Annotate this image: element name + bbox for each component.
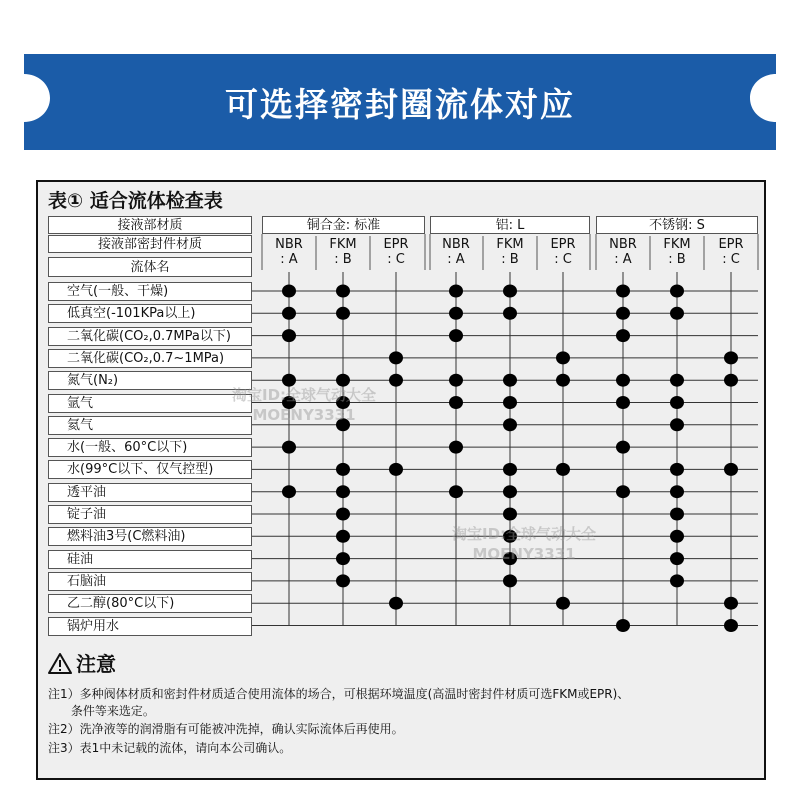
- fluid-row-label: 乙二醇(80°C以下): [48, 594, 252, 613]
- seal-material-code: : C: [387, 252, 405, 267]
- compatible-mark: [389, 463, 403, 476]
- compatible-mark: [724, 351, 738, 364]
- compatible-mark: [670, 374, 684, 387]
- compatible-mark: [616, 374, 630, 387]
- material-group-header: 铝: L: [430, 216, 590, 234]
- fluid-row-label: 二氧化碳(CO₂,0.7MPa以下): [48, 327, 252, 346]
- compatible-mark: [670, 285, 684, 298]
- compatible-mark: [449, 285, 463, 298]
- compatible-mark: [336, 485, 350, 498]
- compatible-mark: [724, 463, 738, 476]
- seal-material-label: 接液部密封件材质: [48, 235, 252, 253]
- compatible-mark: [449, 329, 463, 342]
- fluid-row-label: 硅油: [48, 550, 252, 569]
- compatible-mark: [282, 285, 296, 298]
- compatible-mark: [336, 307, 350, 320]
- fluid-row-label: 锅炉用水: [48, 617, 252, 636]
- compatible-mark: [336, 574, 350, 587]
- header-bracket: [262, 234, 425, 270]
- compatible-mark: [503, 485, 517, 498]
- compatible-mark: [282, 441, 296, 454]
- compatible-mark: [449, 485, 463, 498]
- compatible-mark: [670, 530, 684, 543]
- compatible-mark: [503, 374, 517, 387]
- compatible-mark: [670, 508, 684, 521]
- seal-material-name: FKM: [663, 237, 691, 252]
- watermark-line2: MOENY3331: [252, 406, 356, 424]
- compatible-mark: [389, 374, 403, 387]
- fluid-name-label: 流体名: [48, 257, 252, 277]
- seal-material-code: : B: [334, 252, 352, 267]
- fluid-row-label: 低真空(-101KPa以上): [48, 304, 252, 323]
- compatible-mark: [616, 485, 630, 498]
- caution-heading-text: 注意: [76, 652, 116, 676]
- compatible-mark: [449, 441, 463, 454]
- seal-material-code: : A: [614, 252, 632, 267]
- compatible-mark: [503, 463, 517, 476]
- seal-material-code: : A: [447, 252, 465, 267]
- compatible-mark: [389, 597, 403, 610]
- compatible-mark: [724, 597, 738, 610]
- seal-material-code: : B: [668, 252, 686, 267]
- compatible-mark: [336, 508, 350, 521]
- compatible-mark: [670, 307, 684, 320]
- seal-material-name: EPR: [718, 237, 744, 252]
- compatible-mark: [670, 396, 684, 409]
- compatible-mark: [616, 285, 630, 298]
- fluid-row-label: 锭子油: [48, 505, 252, 524]
- caution-heading: [48, 648, 116, 677]
- seal-material-code: : A: [280, 252, 298, 267]
- seal-material-name: EPR: [383, 237, 409, 252]
- fluid-row-label: 水(99°C以下、仅气控型): [48, 460, 252, 479]
- compatible-mark: [670, 552, 684, 565]
- compatible-mark: [556, 374, 570, 387]
- compatible-mark: [616, 441, 630, 454]
- compatible-mark: [556, 597, 570, 610]
- compatible-mark: [724, 374, 738, 387]
- compatible-mark: [724, 619, 738, 632]
- fluid-row-label: 燃料油3号(C燃料油): [48, 527, 252, 546]
- note-1-cont: 条件等来选定。: [48, 704, 155, 718]
- material-group-header: 不锈钢: S: [596, 216, 758, 234]
- seal-material-name: FKM: [496, 237, 524, 252]
- note-1: 注1）多种阀体材质和密封件材质适合使用流体的场合，可根据环境温度(高温时密封件材质可选FKM或EPR)、: [48, 687, 630, 701]
- note-2: 注2）洗净液等的润滑脂有可能被冲洗掉，确认实际流体后再使用。: [48, 722, 404, 736]
- compatible-mark: [616, 329, 630, 342]
- material-group-header: 铜合金: 标准: [262, 216, 425, 234]
- watermark-line1: 淘宝ID:全球气动大全: [452, 525, 597, 543]
- fluid-row-label: 透平油: [48, 483, 252, 502]
- fluid-row-label: 空气(一般、干燥): [48, 282, 252, 301]
- compatible-mark: [336, 463, 350, 476]
- compatible-mark: [449, 396, 463, 409]
- compatible-mark: [616, 307, 630, 320]
- compatible-mark: [670, 463, 684, 476]
- compatible-mark: [670, 418, 684, 431]
- fluid-row-label: 氦气: [48, 416, 252, 435]
- compatible-mark: [503, 396, 517, 409]
- note-3: 注3）表1中未记载的流体，请向本公司确认。: [48, 741, 292, 755]
- compatible-mark: [670, 574, 684, 587]
- fluid-row-label: 氮气(N₂): [48, 371, 252, 390]
- compatible-mark: [616, 396, 630, 409]
- seal-material-code: : C: [722, 252, 740, 267]
- compatible-mark: [389, 351, 403, 364]
- seal-material-code: : C: [554, 252, 572, 267]
- compatible-mark: [556, 351, 570, 364]
- compatible-mark: [503, 285, 517, 298]
- compatible-mark: [670, 485, 684, 498]
- watermark-line1: 淘宝ID:全球气动大全: [232, 386, 377, 404]
- header-bracket: [430, 234, 590, 270]
- compatible-mark: [503, 574, 517, 587]
- compatible-mark: [282, 307, 296, 320]
- compatible-mark: [449, 307, 463, 320]
- compatible-mark: [282, 485, 296, 498]
- watermark-line2: MOENY3331: [472, 545, 576, 563]
- compatible-mark: [503, 307, 517, 320]
- warning-icon: [48, 652, 72, 674]
- compatible-mark: [616, 619, 630, 632]
- seal-material-name: FKM: [329, 237, 357, 252]
- fluid-row-label: 氩气: [48, 394, 252, 413]
- compatible-mark: [503, 508, 517, 521]
- body-material-label: 接液部材质: [48, 216, 252, 234]
- watermark: [452, 524, 596, 564]
- seal-material-code: : B: [501, 252, 519, 267]
- compatible-mark: [449, 374, 463, 387]
- header-bracket: [596, 234, 758, 270]
- fluid-row-label: 水(一般、60°C以下): [48, 438, 252, 457]
- compatible-mark: [336, 552, 350, 565]
- seal-material-name: EPR: [550, 237, 576, 252]
- fluid-row-label: 石脑油: [48, 572, 252, 591]
- fluid-row-label: 二氧化碳(CO₂,0.7~1MPa): [48, 349, 252, 368]
- table-title: 表① 适合流体检查表: [48, 190, 223, 212]
- seal-material-name: NBR: [275, 237, 303, 252]
- banner-title: 可选择密封圈流体对应: [225, 84, 575, 124]
- compatible-mark: [282, 329, 296, 342]
- compatible-mark: [556, 463, 570, 476]
- compatible-mark: [336, 285, 350, 298]
- compatible-mark: [503, 418, 517, 431]
- watermark: [232, 385, 376, 425]
- seal-material-name: NBR: [609, 237, 637, 252]
- seal-material-name: NBR: [442, 237, 470, 252]
- compatible-mark: [336, 530, 350, 543]
